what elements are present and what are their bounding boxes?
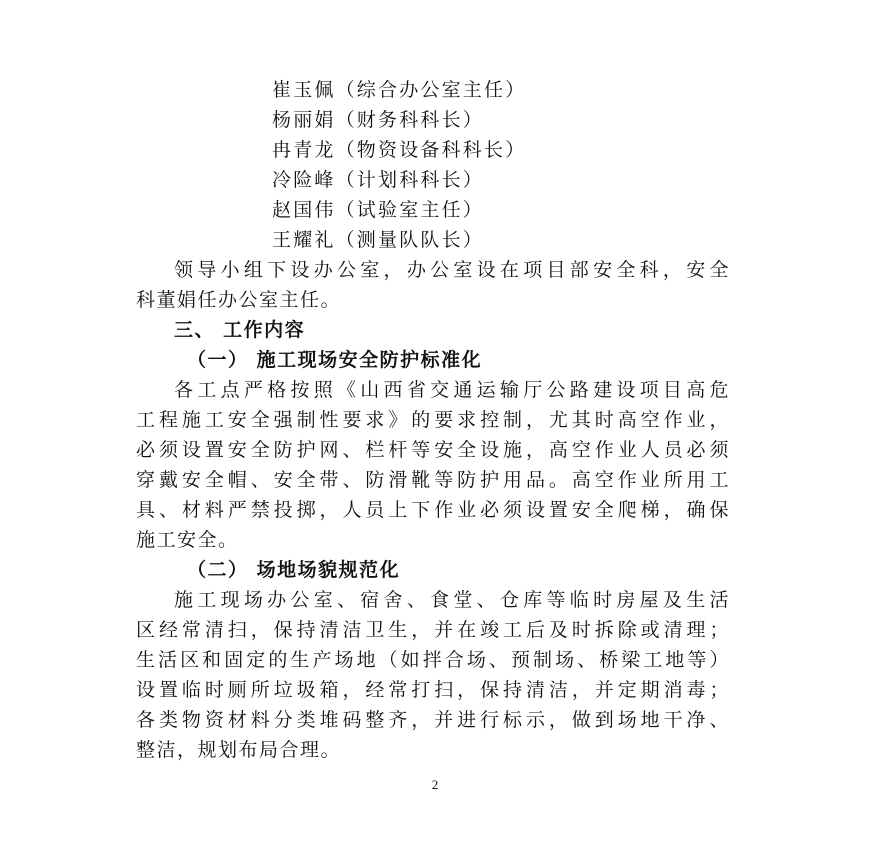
paragraph-line: 各工点严格按照《山西省交通运输厅公路建设项目高危 [174,379,730,401]
subsection-heading: （二） 场地场貌规范化 [187,559,401,581]
paragraph-line: 工程施工安全强制性要求》的要求控制，尤其时高空作业， [136,409,730,431]
paragraph-line: 设置临时厕所垃圾箱，经常打扫，保持清洁，并定期消毒； [136,679,730,701]
subsection-heading: （一） 施工现场安全防护标准化 [187,349,483,371]
paragraph-line: 区经常清扫，保持清洁卫生，并在竣工后及时拆除或清理； [136,619,730,641]
member-line: 王耀礼（测量队队长） [272,229,485,251]
member-line: 崔玉佩（综合办公室主任） [272,79,527,101]
member-line: 杨丽娟（财务科科长） [272,109,485,131]
paragraph-line: 整洁，规划布局合理。 [136,739,342,761]
member-line: 冉青龙（物资设备科科长） [272,139,527,161]
member-line: 赵国伟（试验室主任） [272,199,485,221]
paragraph-line: 必须设置安全防护网、栏杆等安全设施，高空作业人员必须 [136,439,730,461]
section-heading: 三、 工作内容 [174,319,306,341]
paragraph-line: 具、材料严禁投掷，人员上下作业必须设置安全爬梯，确保 [136,499,730,521]
paragraph-line: 各类物资材料分类堆码整齐，并进行标示，做到场地干净、 [136,709,730,731]
paragraph-line: 领导小组下设办公室，办公室设在项目部安全科，安全 [174,259,730,281]
paragraph-line: 施工现场办公室、宿舍、食堂、仓库等临时房屋及生活 [174,589,730,611]
paragraph-line: 生活区和固定的生产场地（如拌合场、预制场、桥梁工地等） [136,649,730,671]
paragraph-line: 施工安全。 [136,529,239,551]
member-line: 冷险峰（计划科科长） [272,169,485,191]
page-number: 2 [431,777,439,792]
paragraph-line: 穿戴安全帽、安全带、防滑靴等防护用品。高空作业所用工 [136,469,730,491]
paragraph-line: 科董娟任办公室主任。 [136,289,342,311]
